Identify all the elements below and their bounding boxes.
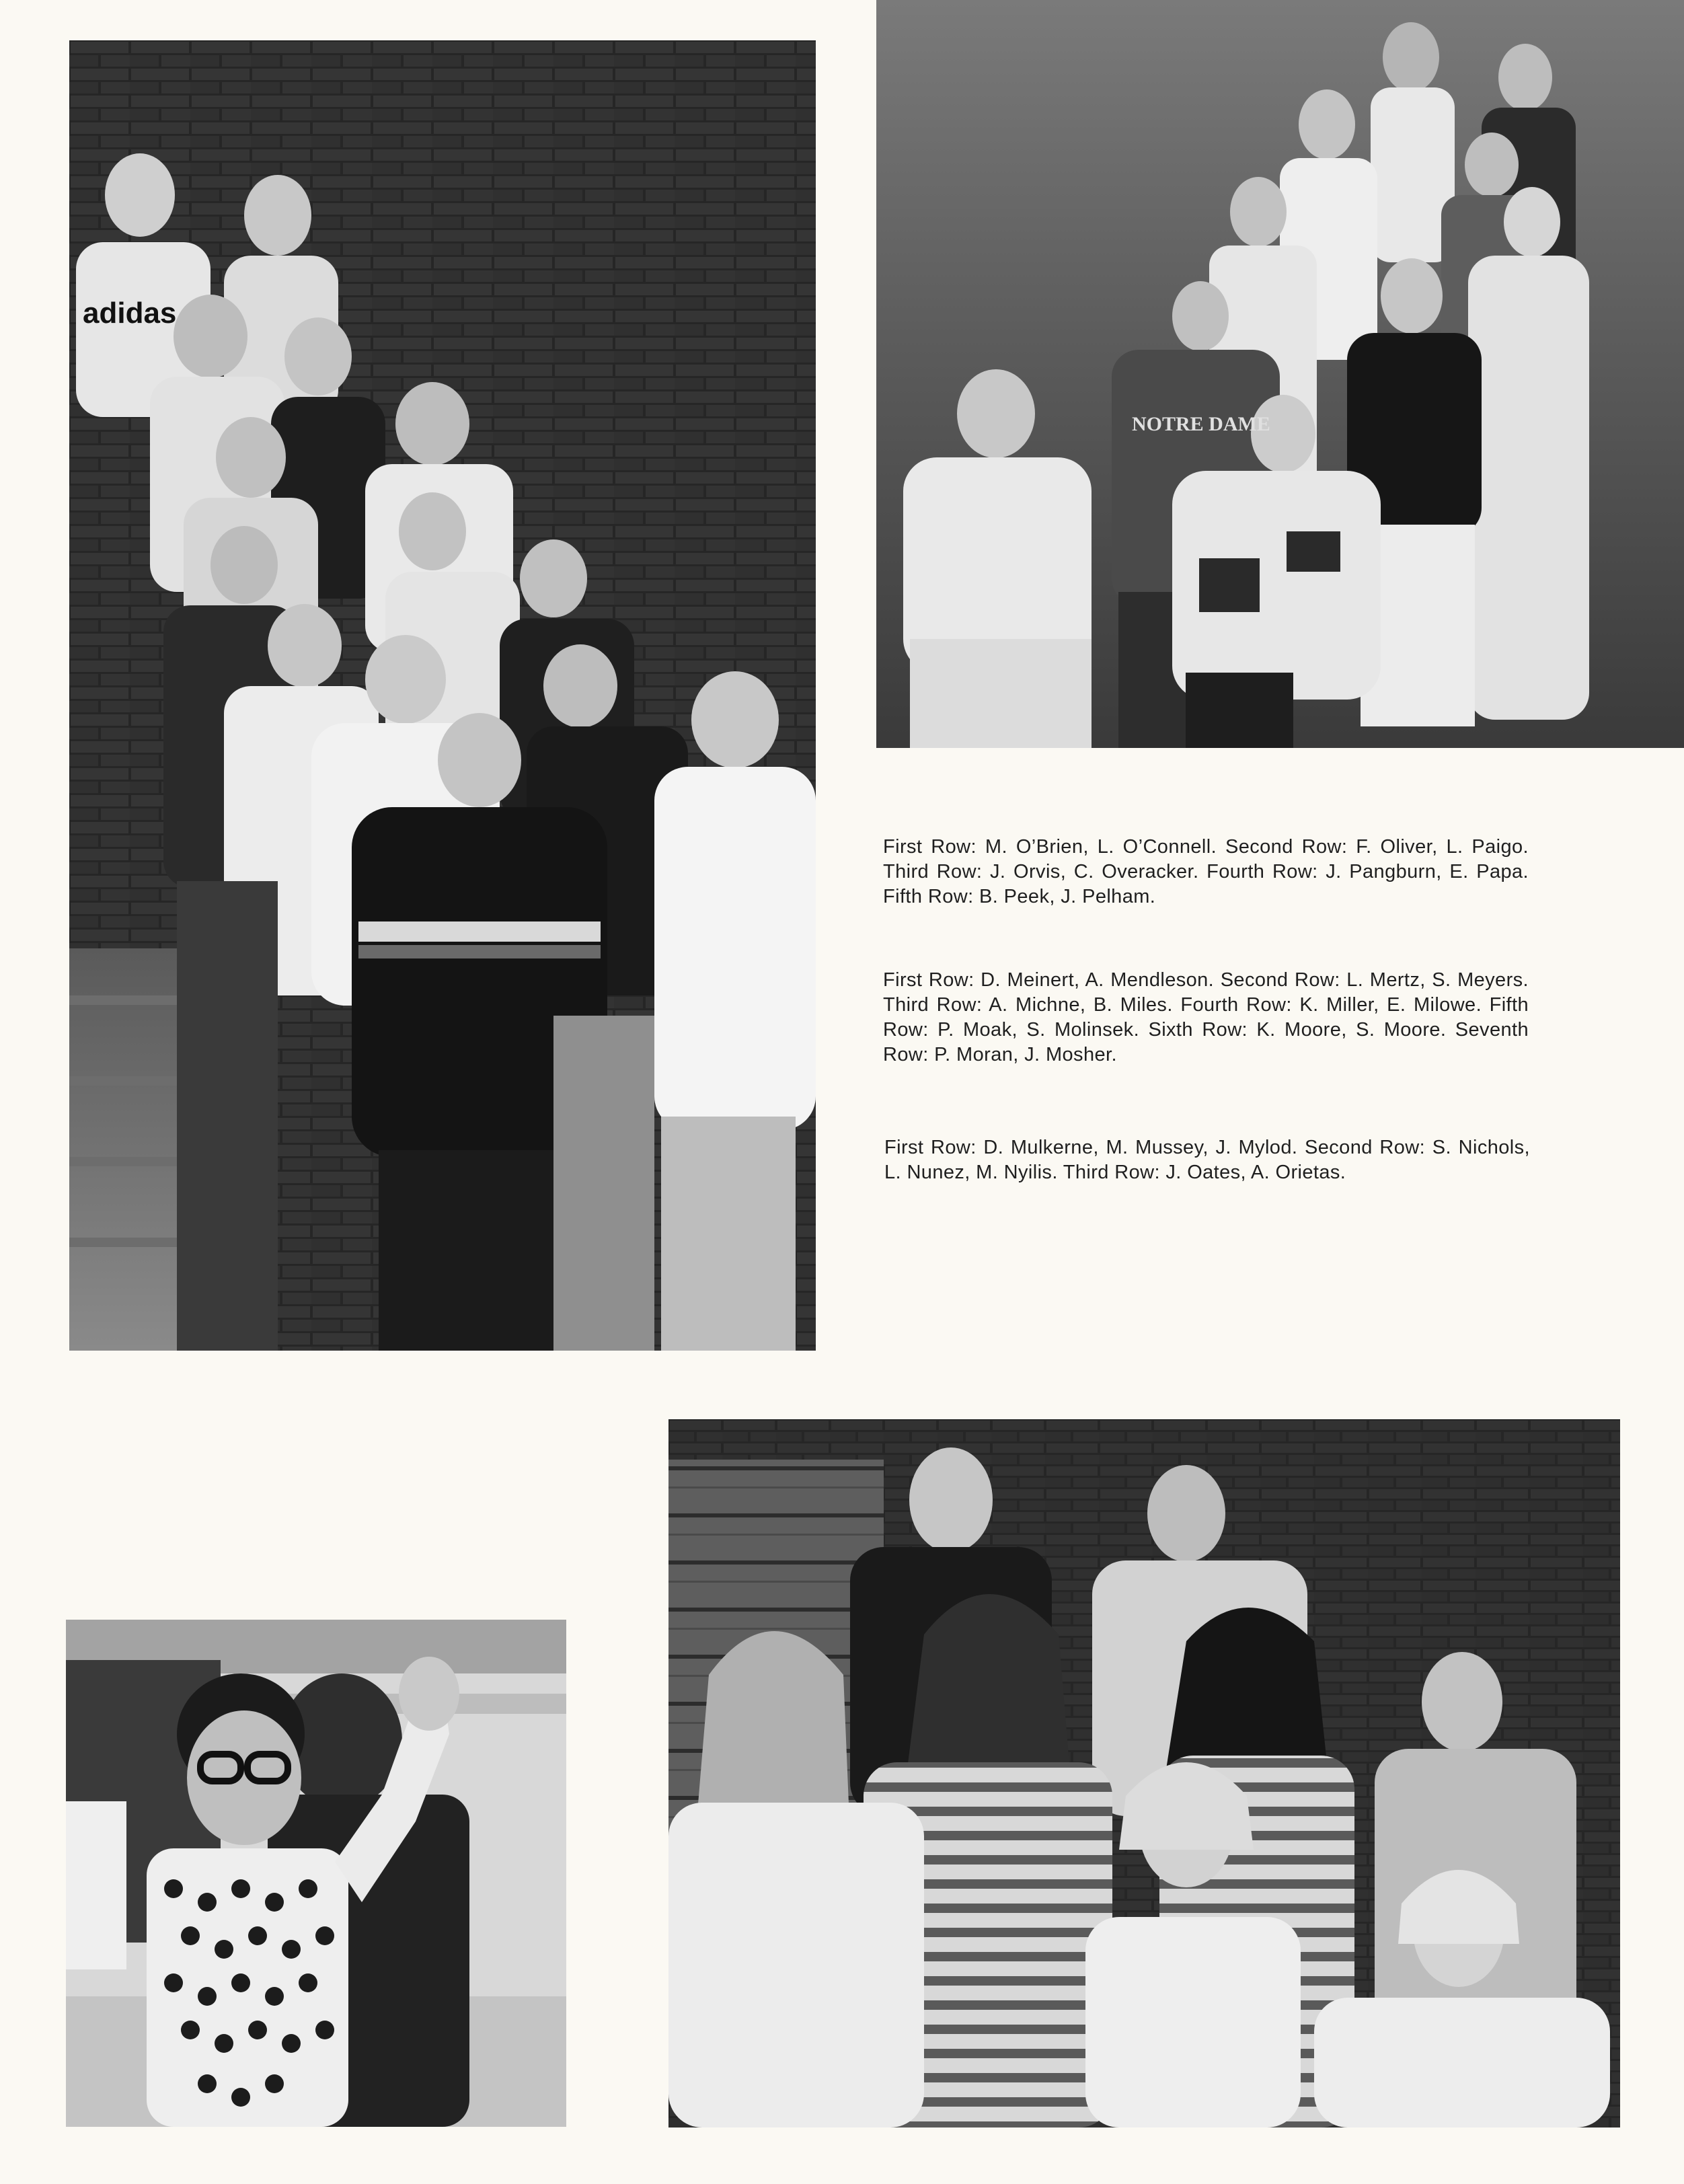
shirt-logo-text: adidas (83, 297, 177, 330)
photo-stairwell-group (69, 40, 816, 1351)
jersey-text: NOTRE DAME (1132, 413, 1270, 435)
photo-lawn-group (876, 0, 1684, 748)
caption-group-photo: First Row: D. Mulkerne, M. Mussey, J. Mylod. Second Row: S. Nichols, L. Nunez, M. Nyilis. Third Row: J. Oates, A. Orietas. (884, 1137, 1530, 1183)
caption-stairwell-photo: First Row: D. Meinert, A. Mendleson. Second Row: L. Mertz, S. Meyers. Third Row: A. Michne, B. Miles. Fourth Row: K. Miller, E. Milowe. Fifth Row: P. Moak, S. Molinsek. Sixth Row: K. Moore, S. Moore. Seventh Row: P. Moran, J. Mosher. (883, 969, 1529, 1065)
caption-lawn-photo: First Row: M. O’Brien, L. O’Connell. Second Row: F. Oliver, L. Paigo. Third Row: J. Orvis, C. Overacker. Fourth Row: J. Pangburn, E. Papa. Fifth Row: B. Peek, J. Pelham. (883, 836, 1529, 907)
photo-group-wood-wall (668, 1419, 1620, 2127)
photo-teacher-waving (66, 1620, 566, 2127)
